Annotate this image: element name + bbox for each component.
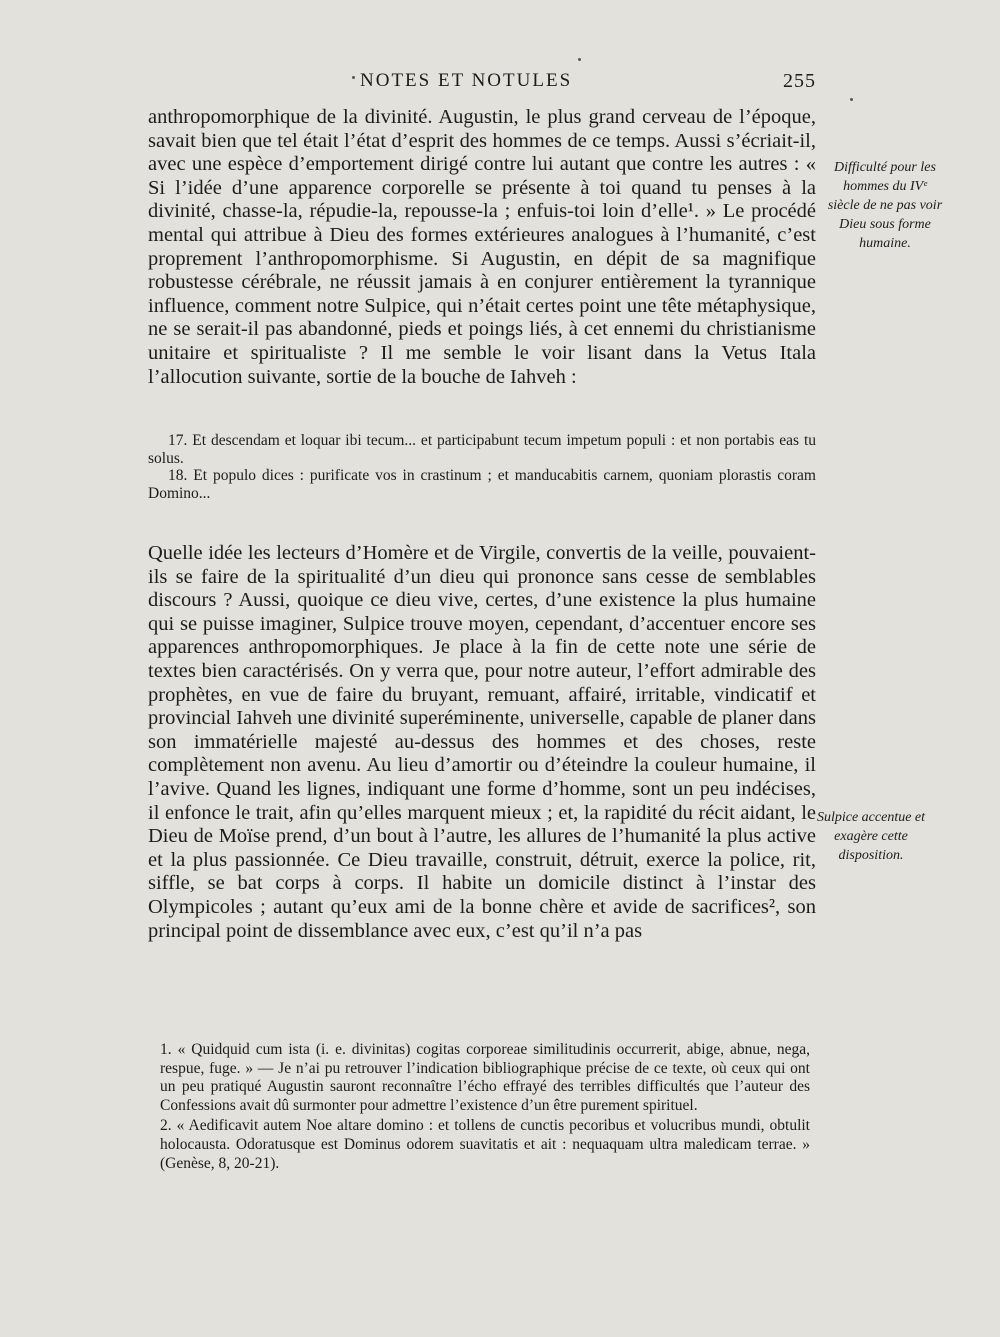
footnote-2: 2. « Aedificavit autem Noe altare domino : et tollens de cunctis pecoribus et volucribus mundi, obtulit holocausta. Odoratusque est Dominus odorem suavitatis et ait : nequaquam ultra maledicam terrae. » (Genèse, 8, 20-21).	[160, 1117, 810, 1172]
footnotes	[160, 1041, 810, 1173]
page-number: 255	[783, 70, 816, 92]
latin-quotation	[148, 432, 816, 502]
margin-note-1: Difficulté pour les hommes du IVᵉ siècle de ne pas voir Dieu sous forme humaine.	[827, 160, 943, 251]
print-speck	[850, 98, 853, 101]
verse-18: 18. Et populo dices : purificate vos in crastinum ; et manducabitis carnem, quoniam plorastis coram Domino...	[148, 467, 816, 502]
verse-17: 17. Et descendam et loquar ibi tecum... et participabunt tecum impetum populi : et non portabis eas tu solus.	[148, 432, 816, 467]
print-speck	[578, 58, 581, 61]
paragraph-1: anthropomorphique de la divinité. Augustin, le plus grand cerveau de l’époque, savait bien que tel était l’état d’esprit des hommes de ce temps. Aussi s’écriait-il, avec une espèce d’emportement dirigé contre lui autant que contre les autres : « Si l’idée d’une apparence corporelle se présente à toi quand tu penses à la divinité, chasse-la, répudie-la, repousse-la ; enfuis-toi loin d’elle¹. » Le procédé mental qui attribue à Dieu des formes extérieures analogues à l’humanité, c’est proprement l’anthropomorphisme. Si Augustin, en dépit de sa magnifique robustesse cérébrale, ne réussit jamais à en conjurer entièrement la tyrannique influence, comment notre Sulpice, qui n’était certes point une tête métaphysique, ne se serait-il pas abandonné, pieds et poings liés, à cet ennemi du christianisme unitaire et spiritualiste ? Il me semble le voir lisant dans la Vetus Itala l’allocution suivante, sortie de la bouche de Iahveh :	[148, 106, 816, 388]
footnote-1: 1. « Quidquid cum ista (i. e. divinitas) cogitas corporeae similitudinis occurrerit, abige, abnue, nega, respue, fuge. » — Je n’ai pu retrouver l’indication bibliographique précise de ce texte, où ceux qui ont un peu pratiqué Augustin sauront reconnaître l’écho effrayé des terribles difficultés que l’auteur des Confessions avait dû surmonter pour admettre l’existence d’un être purement spirituel.	[160, 1041, 810, 1114]
page-header	[148, 70, 816, 94]
print-speck	[352, 76, 355, 79]
running-title: NOTES ET NOTULES	[360, 70, 573, 91]
paragraph-2: Quelle idée les lecteurs d’Homère et de Virgile, convertis de la veille, pouvaient-ils se faire de la spiritualité d’un dieu qui prononce sans cesse de semblables discours ? Aussi, quoique ce dieu vive, certes, d’une existence la plus humaine qui se puisse imaginer, Sulpice trouve moyen, cependant, d’accentuer encore ses apparences anthropomorphiques. Je place à la fin de cette note une série de textes bien caractérisés. On y verra que, pour notre auteur, l’effort admirable des prophètes, en vue de faire du bruyant, remuant, affairé, irritable, vindicatif et provincial Iahveh une divinité superéminente, universelle, capable de planer dans son immatérielle majesté au-dessus des hommes et des choses, reste complètement non avenu. Au lieu d’amortir ou d’éteindre la couleur humaine, il l’avive. Quand les lignes, indiquant une forme d’homme, sont un peu indécises, il enfonce le trait, afin qu’elles marquent mieux ; et, la rapidité du récit aidant, le Dieu de Moïse prend, d’un bout à l’autre, les allures de l’humanité la plus active et la plus passionnée. Ce Dieu travaille, construit, détruit, exerce la police, rit, siffle, se bat corps à corps. Il habite un domicile distinct à l’instar des Olympicoles ; autant qu’eux ami de la bonne chère et avide de sacrifices², son principal point de dissemblance avec eux, c’est qu’il n’a pas	[148, 542, 816, 942]
margin-note-2: Sulpice accentue et exagère cette disposition.	[816, 810, 926, 863]
